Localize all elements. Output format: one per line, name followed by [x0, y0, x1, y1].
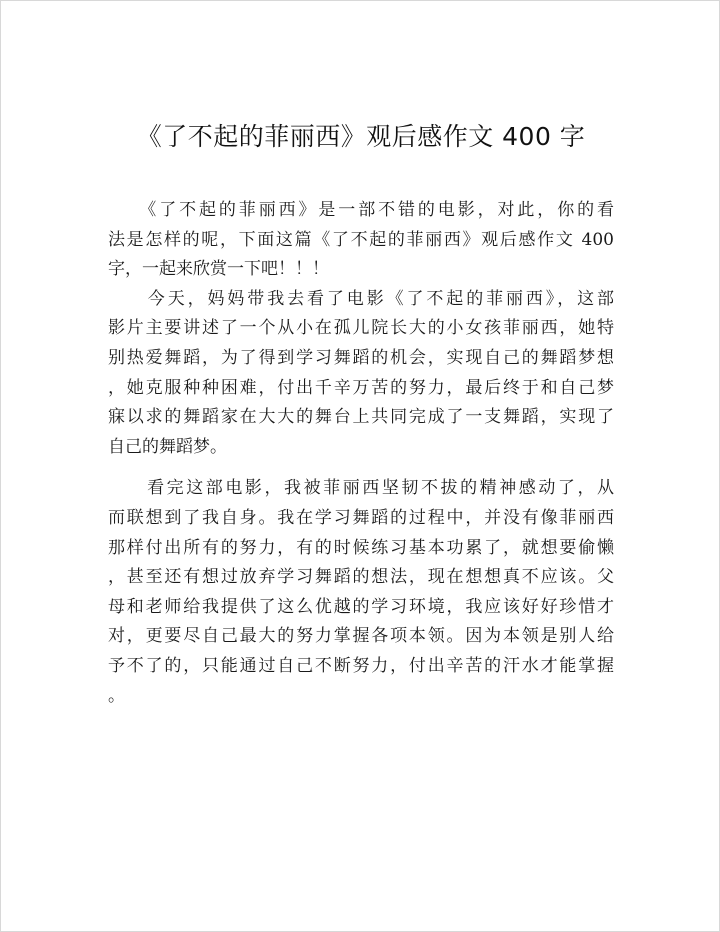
text-line: 字，一起来欣赏一下吧！！！ [108, 259, 329, 280]
text-line: 今天，妈妈带我去看了电影《了不起的菲丽西》，这部 [108, 288, 614, 309]
page-title: 《了不起的菲丽西》观后感作文 400 字 [136, 122, 586, 151]
paragraph-gap [108, 462, 614, 474]
text-line: 自己的舞蹈梦。 [108, 436, 227, 457]
text-line: 对，更要尽自己最大的努力掌握各项本领。因为本领是别人给 [108, 626, 614, 647]
text-line: 法是怎样的呢，下面这篇《了不起的菲丽西》观后感作文 400 [108, 229, 614, 250]
text-line: 寐以求的舞蹈家在大大的舞台上共同完成了一支舞蹈，实现了 [108, 407, 614, 428]
text-line: 予不了的，只能通过自己不断努力，付出辛苦的汗水才能掌握 [108, 655, 614, 676]
text-line: 看完这部电影，我被菲丽西坚韧不拔的精神感动了，从 [108, 478, 614, 499]
paragraph-story [108, 285, 614, 463]
text-line: ，她克服种种困难，付出千辛万苦的努力，最后终于和自己梦 [108, 377, 614, 398]
text-line: 《了不起的菲丽西》是一部不错的电影，对此，你的看 [108, 200, 614, 220]
text-line: 那样付出所有的努力，有的时候练习基本功累了，就想要偷懒 [108, 537, 614, 558]
paragraph-intro [108, 196, 614, 285]
paragraph-reflection [108, 474, 614, 711]
text-line: 别热爱舞蹈，为了得到学习舞蹈的机会，实现自己的舞蹈梦想 [108, 347, 614, 368]
document-body [108, 196, 614, 711]
text-line: ，甚至还有想过放弃学习舞蹈的想法，现在想想真不应该。父 [108, 567, 614, 588]
text-line: 。 [108, 685, 125, 706]
text-line: 母和老师给我提供了这么优越的学习环境，我应该好好珍惜才 [108, 596, 614, 617]
text-line: 影片主要讲述了一个从小在孤儿院长大的小女孩菲丽西，她特 [108, 318, 614, 339]
text-line: 而联想到了我自身。我在学习舞蹈的过程中，并没有像菲丽西 [108, 507, 614, 528]
